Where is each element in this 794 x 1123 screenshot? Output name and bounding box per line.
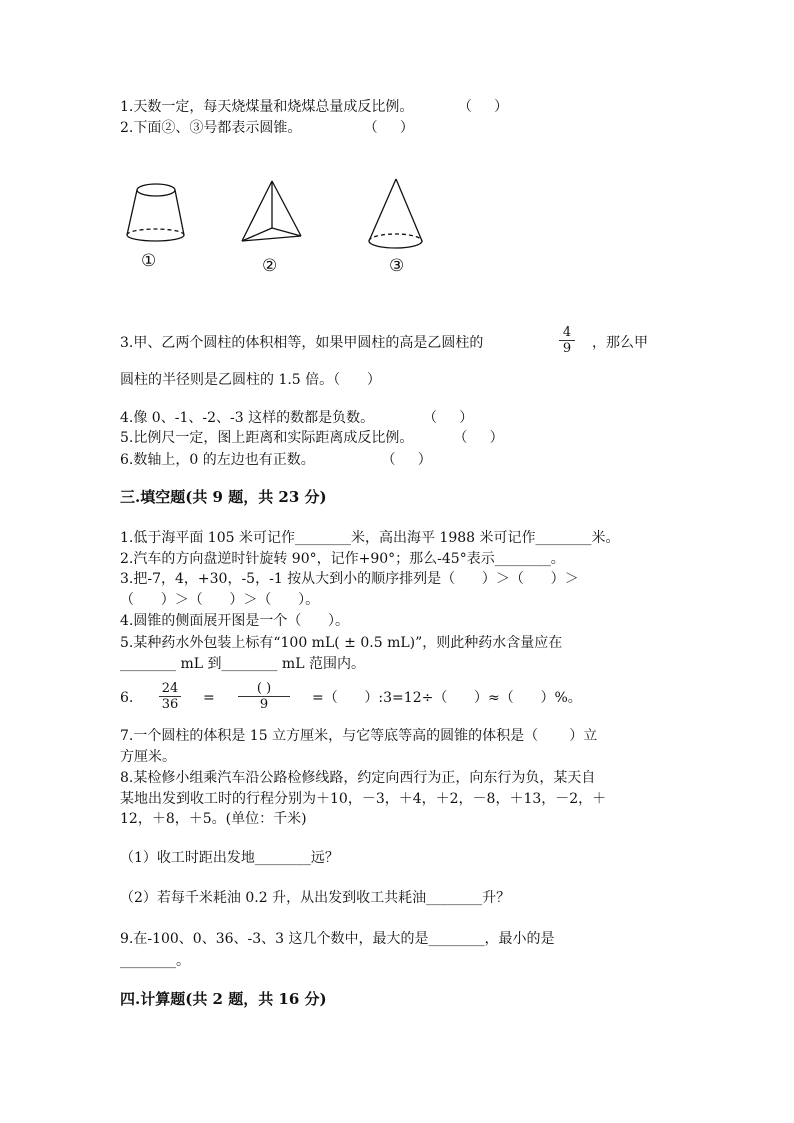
fraction-4-9 [559,325,575,356]
figure-label-2: ② [262,256,278,276]
frustum-figure [127,184,184,241]
judge-q3-part1: 3.甲、乙两个圆柱的体积相等，如果甲圆柱的高是乙圆柱的 [120,335,484,351]
fraction-denominator: 36 [159,696,181,712]
fraction-blank-9 [238,681,290,712]
fraction-denominator: 9 [559,340,575,356]
fraction-24-36 [159,681,181,712]
judge-q3-part2: ，那么甲 [592,335,648,351]
calc-section-heading: 四.计算题(共 2 题，共 16 分) [120,990,327,1008]
fill-q8-line2: 某地出发到收工时的行程分别为＋10，－3，＋4，＋2，－8，＋13，－2，＋ [120,791,607,807]
fill-q8-sub2: （2）若每千米耗油 0.2 升，从出发到收工共耗油________升？ [120,890,511,906]
fill-q6-label: 6. [120,690,134,706]
judge-q3-part3: 圆柱的半径则是乙圆柱的 1.5 倍。（ ） [120,372,381,388]
fill-q3-line2: （ ）＞（ ）＞（ ）。 [120,592,320,608]
fill-q7-line2: 方厘米。 [120,749,176,765]
fill-q2: 2.汽车的方向盘逆时针旋转 90°，记作+90°；那么-45°表示________。 [120,551,565,567]
fill-q4: 4.圆锥的侧面展开图是一个（ ）。 [120,613,350,629]
pyramid-figure [242,181,301,241]
fill-q9-line1: 9.在-100、0、36、-3、3 这几个数中，最大的是________，最小的是 [120,931,555,947]
fill-q8-line1: 8.某检修小组乘汽车沿公路检修线路，约定向西行为正，向东行为负，某天自 [120,770,596,786]
fill-q1: 1.低于海平面 105 米可记作________米，高出海平 1988 米可记作________米。 [120,530,620,546]
fraction-numerator: 4 [562,325,572,340]
figure-label-3: ③ [389,256,405,276]
fill-q8-sub1: （1）收工时距出发地________远？ [120,850,339,866]
judge-q2: 2.下面②、③号都表示圆锥。 （ ） [120,120,414,136]
fill-q6-rest: =（ ）:3=12÷（ ）≈（ ）%。 [312,690,582,706]
judge-q5: 5.比例尺一定，图上距离和实际距离成反比例。 （ ） [120,430,504,446]
fraction-numerator: ( ) [256,681,272,696]
fill-q9-line2: ________。 [120,953,190,969]
cone-figure [369,179,422,248]
fill-q5-line1: 5.某种药水外包装上标有“100 mL( ± 0.5 mL)”，则此种药水含量应在 [120,635,563,651]
fill-q6-equals: = [203,690,215,706]
figure-label-1: ① [141,251,157,271]
judge-q4: 4.像 0、-1、-2、-3 这样的数都是负数。 （ ） [120,410,474,426]
judge-q1: 1.天数一定，每天烧煤量和烧煤总量成反比例。 （ ） [120,99,509,115]
judge-q6: 6.数轴上，0 的左边也有正数。 （ ） [120,452,432,468]
fraction-denominator: 9 [238,696,290,712]
fill-section-heading: 三.填空题(共 9 题，共 23 分) [120,488,327,506]
fraction-numerator: 24 [161,681,179,696]
fill-q7-line1: 7.一个圆柱的体积是 15 立方厘米，与它等底等高的圆锥的体积是（ ）立 [120,728,598,744]
fill-q3-line1: 3.把-7，4，+30，-5，-1 按从大到小的顺序排列是（ ）＞（ ）＞ [120,571,579,587]
fill-q8-line3: 12，＋8，＋5。(单位：千米) [120,811,307,827]
fill-q5-line2: ________ mL 到________ mL 范围内。 [120,656,365,672]
